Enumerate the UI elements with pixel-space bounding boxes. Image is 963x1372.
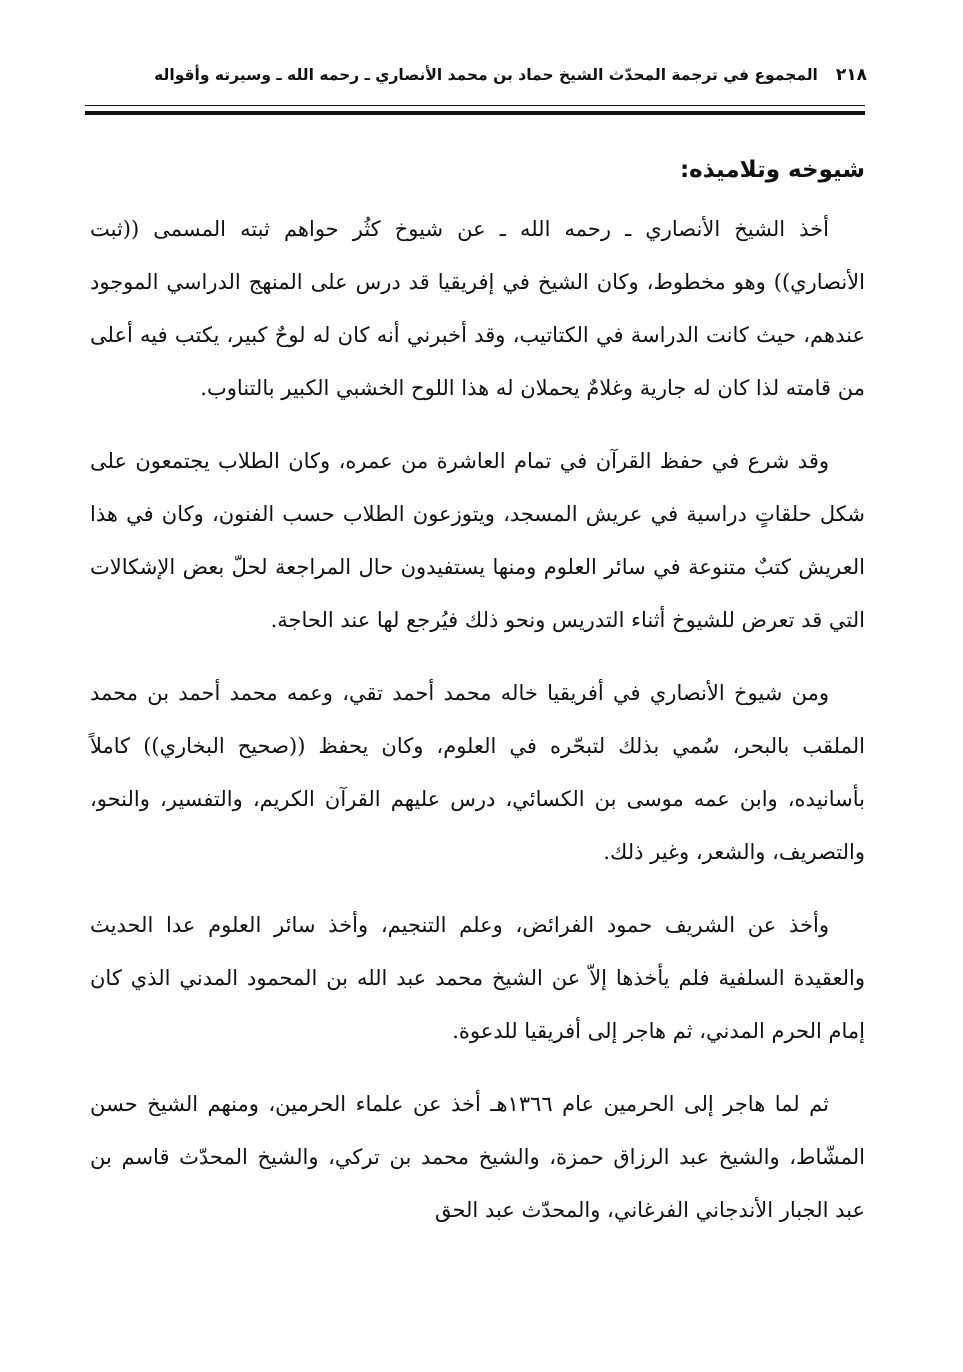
paragraph-5: ثم لما هاجر إلى الحرمين عام ١٣٦٦هـ أخذ عن علماء الحرمين، ومنهم الشيخ حسن المشّاط، والشيخ عبد الرزاق حمزة، والشيخ محمد بن تركي، والشيخ المحدّث قاسم بن عبد الجبار الأندجاني الفرغاني، والمحدّث عبد الحق [90, 1092, 865, 1222]
paragraph-2: وقد شرع في حفظ القرآن في تمام العاشرة من عمره، وكان الطلاب يجتمعون على شكل حلقاتٍ دراسية في عريش المسجد، ويتوزعون الطلاب حسب الفنون، وكان في هذا العريش كتبٌ متنوعة في سائر العلوم ومنها يستفيدون حال المراجعة لحلّ بعض الإشكالات التي قد تعرض للشيوخ أثناء التدريس ونحو ذلك فيُرجع لها عند الحاجة. [90, 449, 865, 632]
paragraph-3: ومن شيوخ الأنصاري في أفريقيا خاله محمد أحمد تقي، وعمه محمد أحمد بن محمد الملقب بالبحر، سُمي بذلك لتبحّره في العلوم، وكان يحفظ ((صحيح البخاري)) كاملاً بأسانيده، وابن عمه موسى بن الكسائي، درس عليهم القرآن الكريم، والتفسير، والنحو، والتصريف، والشعر، وغير ذلك. [90, 681, 865, 864]
paragraph-4: وأخذ عن الشريف حمود الفرائض، وعلم التنجيم، وأخذ سائر العلوم عدا الحديث والعقيدة السلفية فلم يأخذها إلاّ عن الشيخ محمد عبد الله بن المحمود المدني الذي كان إمام الحرم المدني، ثم هاجر إلى أفريقيا للدعوة. [90, 913, 865, 1043]
page-content [90, 150, 865, 1257]
section-heading: شيوخه وتلاميذه: [679, 157, 865, 183]
page-header [85, 58, 867, 92]
header-rule-thick [85, 111, 865, 115]
header-rule-thin [85, 105, 865, 106]
page-number: ٢١٨ [835, 65, 867, 85]
running-title: المجموع في ترجمة المحدّث الشيخ حماد بن محمد الأنصاري ـ رحمه الله ـ وسيرته وأقواله [154, 66, 818, 84]
paragraph-1: أخذ الشيخ الأنصاري ـ رحمه الله ـ عن شيوخ كثُر حواهم ثبته المسمى ((ثبت الأنصاري)) وهو مخطوط، وكان الشيخ في إفريقيا قد درس على المنهج الدراسي الموجود عندهم، حيث كانت الدراسة في الكتاتيب، وقد أخبرني أنه كان له لوحٌ كبير، يكتب فيه أعلى من قامته لذا كان له جارية وغلامٌ يحملان له هذا اللوح الخشبي الكبير بالتناوب. [90, 217, 865, 400]
